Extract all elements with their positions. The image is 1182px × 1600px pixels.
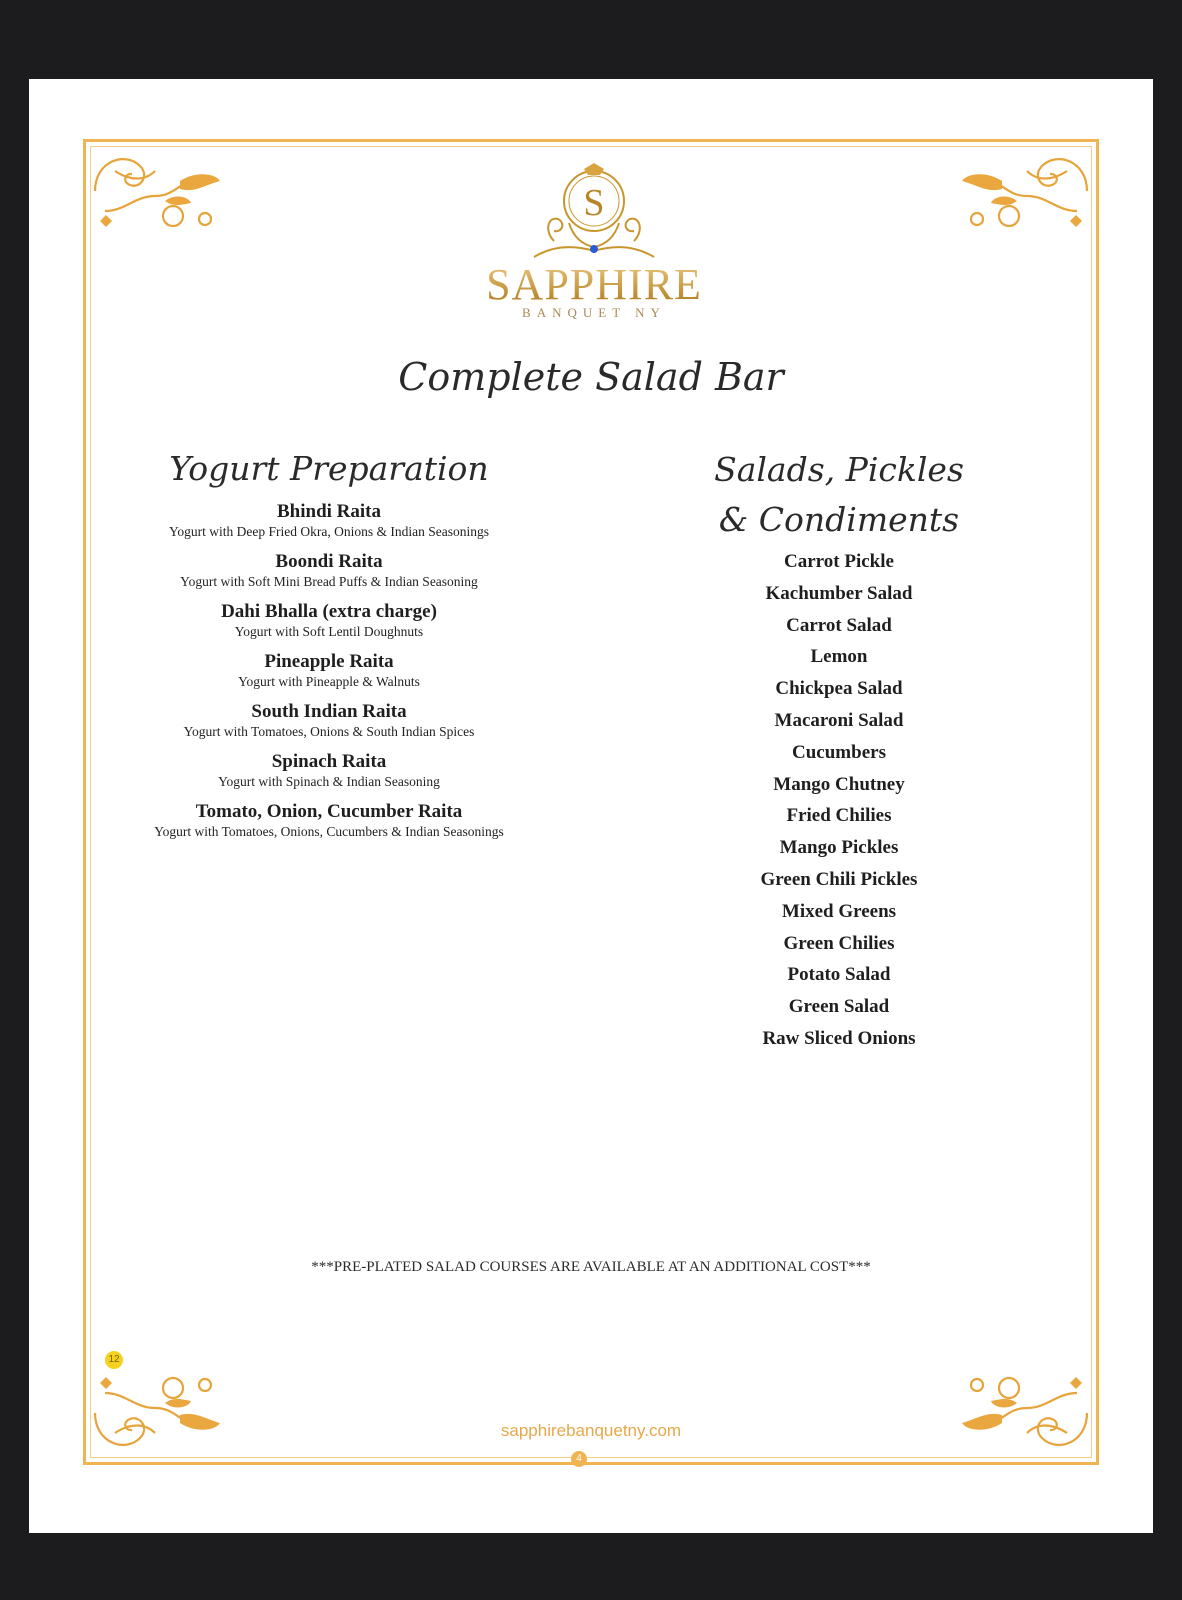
item-name: Bhindi Raita xyxy=(276,501,381,522)
list-item: Cucumbers xyxy=(792,741,886,763)
list-item: Fried Chilies xyxy=(786,805,892,827)
crest-emblem-icon xyxy=(514,161,674,263)
list-item: Mixed Greens xyxy=(781,900,897,922)
item-description: Yogurt with Tomatoes, Onions, Cucumbers & Indian Seasonings xyxy=(154,824,504,839)
salads-heading xyxy=(669,445,1009,545)
list-item: Green Chili Pickles xyxy=(760,868,918,890)
salads-heading-line2: & Condiments xyxy=(718,500,960,539)
salads-list xyxy=(669,546,1009,1055)
item-name: Dahi Bhalla (extra charge) xyxy=(221,601,437,622)
list-item xyxy=(104,651,554,701)
item-name: Tomato, Onion, Cucumber Raita xyxy=(195,801,463,822)
page-badge: 12 xyxy=(105,1351,123,1369)
website-link[interactable]: sapphirebanquetny.com xyxy=(500,1421,682,1440)
list-item: Chickpea Salad xyxy=(775,678,903,700)
list-item xyxy=(104,801,554,851)
salads-heading-line1: Salads, Pickles xyxy=(714,450,964,489)
item-name: Spinach Raita xyxy=(271,751,387,772)
footnote: ***PRE-PLATED SALAD COURSES ARE AVAILABLE AT AN ADDITIONAL COST*** xyxy=(311,1259,871,1275)
list-item xyxy=(104,551,554,601)
item-description: Yogurt with Spinach & Indian Seasoning xyxy=(218,774,440,789)
list-item: Lemon xyxy=(810,646,868,668)
yogurt-list xyxy=(104,501,554,851)
list-item: Mango Chutney xyxy=(773,773,905,795)
list-item xyxy=(104,501,554,551)
item-name: Boondi Raita xyxy=(275,551,383,572)
flourish-bottom-right-icon xyxy=(957,1363,1097,1463)
page-number: 4 xyxy=(571,1451,587,1467)
brand-logo xyxy=(474,161,714,321)
item-name: South Indian Raita xyxy=(251,701,407,722)
item-description: Yogurt with Deep Fried Okra, Onions & Indian Seasonings xyxy=(169,524,489,539)
item-name: Pineapple Raita xyxy=(264,651,394,672)
item-description: Yogurt with Pineapple & Walnuts xyxy=(238,674,420,689)
brand-name: SAPPHIRE xyxy=(474,265,714,305)
list-item: Macaroni Salad xyxy=(774,709,904,731)
page-title: Complete Salad Bar xyxy=(398,355,784,399)
yogurt-heading: Yogurt Preparation xyxy=(169,449,489,488)
flourish-bottom-left-icon xyxy=(85,1363,225,1463)
list-item: Green Chilies xyxy=(783,932,895,954)
item-description: Yogurt with Tomatoes, Onions & South Indian Spices xyxy=(183,724,475,739)
list-item: Kachumber Salad xyxy=(765,582,913,604)
list-item: Mango Pickles xyxy=(779,837,899,859)
list-item xyxy=(104,601,554,651)
list-item: Potato Salad xyxy=(787,964,891,986)
list-item: Carrot Pickle xyxy=(784,551,894,572)
list-item xyxy=(104,701,554,751)
flourish-top-right-icon xyxy=(957,141,1097,241)
list-item: Green Salad xyxy=(788,996,890,1018)
list-item: Carrot Salad xyxy=(786,614,892,636)
list-item: Raw Sliced Onions xyxy=(762,1027,916,1049)
logo-monogram: S xyxy=(583,182,605,224)
flourish-top-left-icon xyxy=(85,141,225,241)
brand-subtitle: BANQUET NY xyxy=(522,305,666,320)
item-description: Yogurt with Soft Mini Bread Puffs & Indian Seasoning xyxy=(180,574,478,589)
list-item xyxy=(104,751,554,801)
menu-page xyxy=(29,79,1153,1533)
item-description: Yogurt with Soft Lentil Doughnuts xyxy=(234,624,424,639)
